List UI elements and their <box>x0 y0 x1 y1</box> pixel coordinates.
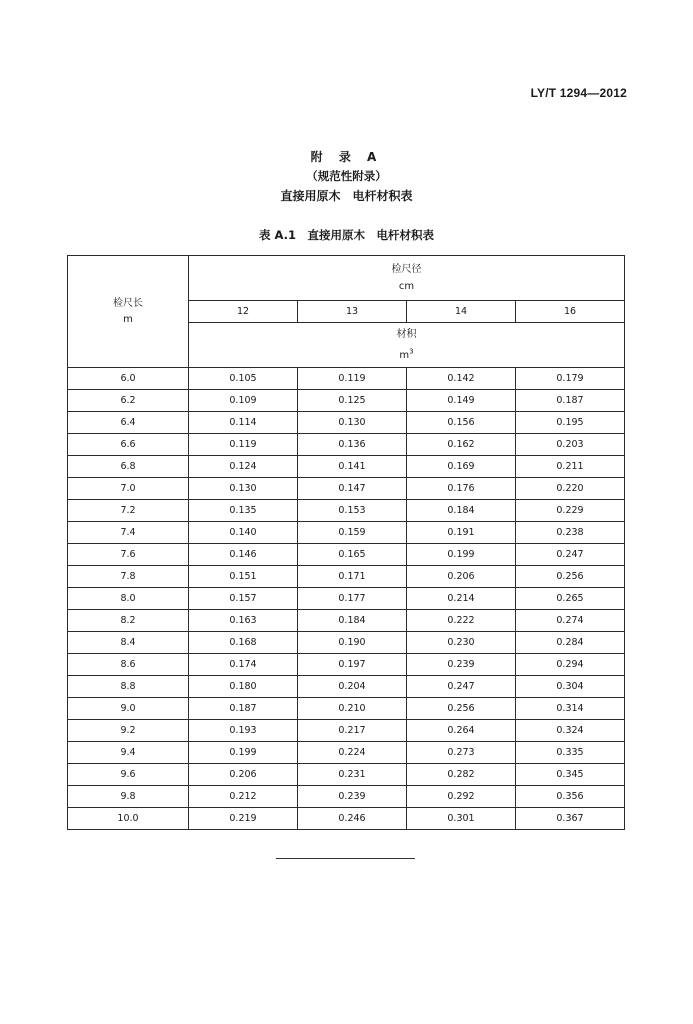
volume-cell: 0.109 <box>189 390 298 412</box>
volume-cell: 0.256 <box>407 698 516 720</box>
length-cell: 8.6 <box>68 654 189 676</box>
volume-cell: 0.214 <box>407 588 516 610</box>
table-row <box>68 368 625 390</box>
diameter-col-12: 12 <box>189 301 298 323</box>
volume-cell: 0.162 <box>407 434 516 456</box>
volume-cell: 0.301 <box>407 808 516 830</box>
volume-cell: 0.146 <box>189 544 298 566</box>
table-row <box>68 434 625 456</box>
volume-label: 材积 <box>396 329 417 341</box>
volume-cell: 0.159 <box>298 522 407 544</box>
table-row <box>68 456 625 478</box>
volume-cell: 0.335 <box>516 742 625 764</box>
volume-cell: 0.187 <box>189 698 298 720</box>
volume-cell: 0.203 <box>516 434 625 456</box>
length-cell: 8.0 <box>68 588 189 610</box>
volume-cell: 0.274 <box>516 610 625 632</box>
volume-cell: 0.246 <box>298 808 407 830</box>
table-row <box>68 544 625 566</box>
table-row <box>68 500 625 522</box>
volume-cell: 0.239 <box>298 786 407 808</box>
volume-cell: 0.119 <box>189 434 298 456</box>
volume-cell: 0.174 <box>189 654 298 676</box>
length-cell: 8.4 <box>68 632 189 654</box>
volume-cell: 0.222 <box>407 610 516 632</box>
volume-cell: 0.114 <box>189 412 298 434</box>
volume-cell: 0.304 <box>516 676 625 698</box>
volume-cell: 0.177 <box>298 588 407 610</box>
volume-cell: 0.153 <box>298 500 407 522</box>
table-row <box>68 808 625 830</box>
volume-cell: 0.239 <box>407 654 516 676</box>
volume-cell: 0.147 <box>298 478 407 500</box>
length-header <box>68 256 189 368</box>
length-cell: 10.0 <box>68 808 189 830</box>
volume-cell: 0.193 <box>189 720 298 742</box>
volume-cell: 0.171 <box>298 566 407 588</box>
volume-cell: 0.273 <box>407 742 516 764</box>
volume-cell: 0.282 <box>407 764 516 786</box>
diameter-header <box>189 256 625 301</box>
volume-cell: 0.142 <box>407 368 516 390</box>
length-cell: 6.0 <box>68 368 189 390</box>
volume-header <box>189 323 625 368</box>
volume-cell: 0.231 <box>298 764 407 786</box>
volume-cell: 0.180 <box>189 676 298 698</box>
length-cell: 6.6 <box>68 434 189 456</box>
length-cell: 6.8 <box>68 456 189 478</box>
volume-cell: 0.157 <box>189 588 298 610</box>
volume-cell: 0.230 <box>407 632 516 654</box>
volume-cell: 0.314 <box>516 698 625 720</box>
volume-cell: 0.124 <box>189 456 298 478</box>
volume-cell: 0.247 <box>407 676 516 698</box>
length-cell: 6.2 <box>68 390 189 412</box>
volume-cell: 0.105 <box>189 368 298 390</box>
volume-cell: 0.119 <box>298 368 407 390</box>
volume-cell: 0.238 <box>516 522 625 544</box>
volume-cell: 0.191 <box>407 522 516 544</box>
length-cell: 9.2 <box>68 720 189 742</box>
volume-cell: 0.219 <box>189 808 298 830</box>
volume-cell: 0.220 <box>516 478 625 500</box>
length-cell: 7.0 <box>68 478 189 500</box>
volume-cell: 0.199 <box>407 544 516 566</box>
length-cell: 8.8 <box>68 676 189 698</box>
diameter-label: 检尺径 <box>391 264 422 275</box>
volume-cell: 0.224 <box>298 742 407 764</box>
length-cell: 7.2 <box>68 500 189 522</box>
volume-cell: 0.195 <box>516 412 625 434</box>
volume-cell: 0.184 <box>298 610 407 632</box>
volume-cell: 0.141 <box>298 456 407 478</box>
volume-cell: 0.292 <box>407 786 516 808</box>
volume-cell: 0.169 <box>407 456 516 478</box>
volume-cell: 0.204 <box>298 676 407 698</box>
volume-unit: $m^3$ <box>399 347 414 361</box>
table-row <box>68 478 625 500</box>
volume-cell: 0.184 <box>407 500 516 522</box>
volume-cell: 0.265 <box>516 588 625 610</box>
volume-cell: 0.324 <box>516 720 625 742</box>
volume-cell: 0.256 <box>516 566 625 588</box>
volume-cell: 0.197 <box>298 654 407 676</box>
volume-cell: 0.206 <box>189 764 298 786</box>
table-row <box>68 566 625 588</box>
volume-cell: 0.284 <box>516 632 625 654</box>
length-cell: 9.6 <box>68 764 189 786</box>
table-row <box>68 522 625 544</box>
length-cell: 6.4 <box>68 412 189 434</box>
table-row <box>68 390 625 412</box>
volume-cell: 0.176 <box>407 478 516 500</box>
volume-cell: 0.179 <box>516 368 625 390</box>
table-row <box>68 764 625 786</box>
length-cell: 9.0 <box>68 698 189 720</box>
length-cell: 9.4 <box>68 742 189 764</box>
volume-cell: 0.149 <box>407 390 516 412</box>
table-row <box>68 654 625 676</box>
volume-cell: 0.125 <box>298 390 407 412</box>
length-cell: 7.6 <box>68 544 189 566</box>
volume-cell: 0.217 <box>298 720 407 742</box>
table-row <box>68 742 625 764</box>
volume-cell: 0.130 <box>189 478 298 500</box>
table-row <box>68 610 625 632</box>
volume-cell: 0.151 <box>189 566 298 588</box>
volume-cell: 0.168 <box>189 632 298 654</box>
volume-cell: 0.190 <box>298 632 407 654</box>
length-cell: 7.8 <box>68 566 189 588</box>
appendix-heading: 附 录 A <box>310 150 383 164</box>
volume-cell: 0.140 <box>189 522 298 544</box>
volume-cell: 0.187 <box>516 390 625 412</box>
table-row <box>68 412 625 434</box>
normative-label: （规范性附录） <box>306 169 387 183</box>
volume-cell: 0.367 <box>516 808 625 830</box>
volume-cell: 0.135 <box>189 500 298 522</box>
table-row <box>68 588 625 610</box>
volume-cell: 0.247 <box>516 544 625 566</box>
volume-table-body <box>68 368 625 830</box>
volume-cell: 0.212 <box>189 786 298 808</box>
appendix-title: 直接用原木 电杆材积表 <box>280 189 413 203</box>
end-rule <box>276 858 415 859</box>
length-cell: 7.4 <box>68 522 189 544</box>
volume-cell: 0.210 <box>298 698 407 720</box>
volume-table <box>67 255 625 830</box>
table-row <box>68 632 625 654</box>
diameter-col-16: 16 <box>516 301 625 323</box>
table-row <box>68 720 625 742</box>
volume-cell: 0.356 <box>516 786 625 808</box>
volume-cell: 0.165 <box>298 544 407 566</box>
table-row <box>68 676 625 698</box>
volume-cell: 0.130 <box>298 412 407 434</box>
length-label: 检尺长 <box>113 297 143 309</box>
volume-cell: 0.229 <box>516 500 625 522</box>
volume-cell: 0.264 <box>407 720 516 742</box>
volume-cell: 0.199 <box>189 742 298 764</box>
diameter-col-13: 13 <box>298 301 407 323</box>
volume-cell: 0.163 <box>189 610 298 632</box>
length-cell: 9.8 <box>68 786 189 808</box>
volume-cell: 0.206 <box>407 566 516 588</box>
volume-cell: 0.136 <box>298 434 407 456</box>
table-caption: 表 A.1 直接用原木 电杆材积表 <box>259 228 434 242</box>
volume-cell: 0.156 <box>407 412 516 434</box>
table-row <box>68 786 625 808</box>
volume-cell: 0.211 <box>516 456 625 478</box>
diameter-col-14: 14 <box>407 301 516 323</box>
volume-cell: 0.294 <box>516 654 625 676</box>
diameter-unit: cm <box>398 281 415 292</box>
length-unit: m <box>123 313 133 325</box>
volume-cell: 0.345 <box>516 764 625 786</box>
table-row <box>68 698 625 720</box>
length-cell: 8.2 <box>68 610 189 632</box>
standard-number: LY/T 1294—2012 <box>530 86 627 100</box>
